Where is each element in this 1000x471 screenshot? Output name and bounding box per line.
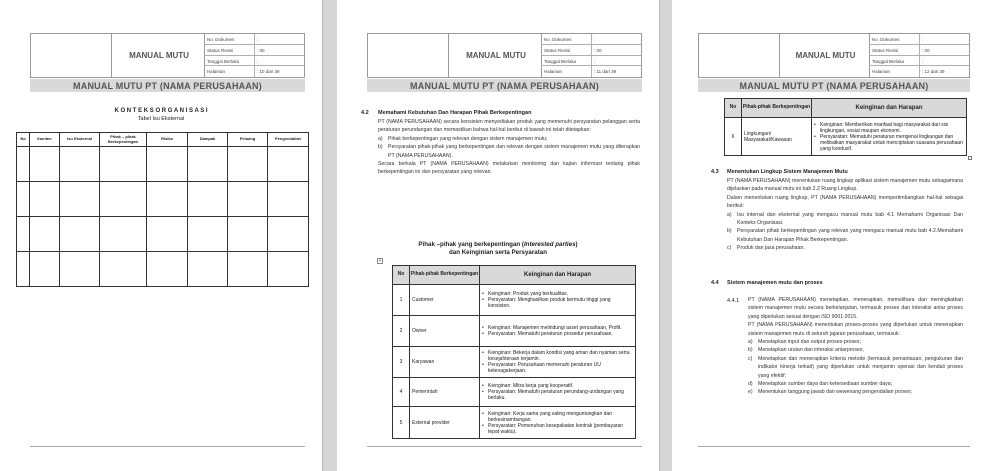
meta-value: : — [594, 58, 596, 64]
meta-label: Tanggal Berlaku — [205, 56, 255, 66]
paragraph: Dalam menentukan ruang lingkup, PT (NAMA PERUSAHAAN) mempertimbangkan hal-hal sebagai berikut: — [727, 194, 963, 210]
list-item: a) Menetapkan input dan output proses-proses; — [748, 339, 861, 346]
table-caption: Tabel Isu Eksternal — [137, 116, 185, 122]
meta-label: Halaman — [205, 66, 255, 77]
meta-value: : — [257, 37, 259, 42]
page-edge — [659, 0, 660, 471]
meta-value: : 00 — [594, 47, 602, 53]
stakeholder-table-continued — [724, 98, 967, 156]
document-header — [30, 33, 305, 78]
list-item: a) Pihak berkepentingan yang relevan dengan sistem manajemen mutu; — [378, 135, 548, 142]
list-item: b) Menetapkan urutan dan interaksi antarproses; — [748, 347, 864, 354]
document-band-title: MANUAL MUTU PT (NAMA PERUSAHAAN) — [30, 79, 305, 92]
page-edge — [322, 0, 323, 471]
column-header: Dampak — [188, 133, 228, 147]
header-meta — [204, 34, 304, 77]
section-heading: K O N T E K S O R G A N I S A S I — [114, 108, 208, 114]
table-move-handle-icon[interactable]: + — [378, 258, 382, 264]
meta-label: Tanggal Berlaku — [870, 56, 920, 66]
meta-value: : 00 — [922, 47, 930, 53]
table-resize-handle[interactable] — [968, 156, 972, 160]
section-body — [727, 177, 963, 253]
table-row: 5 External provider • Keinginan: Kerja sama yang saling menguntungkan dan berkesinambungan. • Persyaratan: Pemenuhan kesepakatan kontrak (pembayaran tepat waktu). — [393, 407, 636, 439]
list-item: e) Menentukan tanggung jawab dan wewenang pengendalian proses; — [748, 389, 913, 396]
column-header: Pengendalian — [268, 133, 309, 147]
footer-rule — [367, 446, 642, 447]
document-band-title: MANUAL MUTU PT (NAMA PERUSAHAAN) — [367, 79, 642, 92]
list-item: b) Persyaratan pihak berkepentingan yang relevan yang mengacu manual mutu bab 4.2.Memahami Kebutuhan Dan Harapan Pihak Berkepentingan. — [727, 228, 963, 243]
column-header: Pihak-pihak Berkepentingan — [742, 99, 812, 118]
column-header: Pihak-pihak Berkepentingan — [410, 266, 480, 285]
list-item: c) Produk dan jasa perusahaan. — [727, 245, 805, 252]
column-header: Peluang — [228, 133, 268, 147]
subsection-body — [748, 296, 963, 397]
meta-label: No. Dokumen — [542, 34, 592, 44]
section-body — [378, 118, 640, 177]
column-header: No — [725, 99, 742, 118]
table-row — [17, 147, 309, 182]
meta-label: Tanggal Berlaku — [542, 56, 592, 66]
table-row: 3 Karyawan • Keinginan: Bekerja dalam kondisi yang aman dan nyaman serta kesejahteraan terjamin. • Persyaratan: Perusahaan memenuhi peraturan UU ketenagakerjaan. — [393, 347, 636, 378]
subsection-number: 4.4.1 — [727, 298, 740, 304]
table-row — [17, 252, 309, 287]
section-number: 4.4 — [711, 280, 719, 286]
header-title: MANUAL MUTU — [779, 34, 871, 77]
meta-label: Halaman — [870, 66, 920, 77]
footer-rule — [698, 446, 970, 447]
meta-label: Halaman — [542, 66, 592, 77]
meta-value: : — [257, 58, 259, 64]
section-number: 4.2 — [361, 110, 369, 116]
paragraph: PT (NAMA PERUSAHAAN) menentukan ruang lingkup aplikasi sistem manajemen mutu sebagaimana dijelaskan pada manual mutu ini bab 2.2 Ruang Lingkup. — [727, 178, 963, 193]
document-page-1 — [0, 0, 322, 471]
external-issues-table — [16, 132, 309, 287]
table-title: Pihak –pihak yang berkepentingan (Interested parties) dan Keinginian serta Persyaratan — [418, 241, 578, 256]
column-header: No — [17, 133, 30, 147]
column-header: Sumber — [30, 133, 60, 147]
document-page-3 — [672, 0, 1000, 471]
page-number: : 11 dari 39 — [594, 69, 617, 75]
column-header: Risiko — [147, 133, 188, 147]
meta-value: : — [594, 37, 596, 42]
meta-label: Status Revisi — [870, 45, 920, 55]
page-number: : 10 dari 39 — [257, 69, 280, 75]
table-row — [17, 217, 309, 252]
table-row: 1 Customer • Keinginan: Produk yang berkualitas. • Persyaratan: Menghasilkan produk bermutu tinggi yang konsisten. — [393, 285, 636, 316]
document-header — [698, 33, 970, 78]
column-header: No — [393, 266, 410, 285]
meta-label: Status Revisi — [542, 45, 592, 55]
meta-value: : — [922, 37, 924, 42]
section-title: Memahami Kebutuhan Dan Harapan Pihak Berkepentingan — [378, 110, 532, 116]
section-title: Sistem manajemen mutu dan proses — [727, 280, 823, 286]
document-header — [367, 33, 642, 78]
header-title: MANUAL MUTU — [111, 34, 206, 77]
header-title: MANUAL MUTU — [448, 34, 543, 77]
header-meta — [541, 34, 641, 77]
column-header: Pihak – pihak Berkepentingan — [100, 133, 147, 147]
paragraph: PT (NAMA PERUSAHAAN) secara konsisten menyediakan produk yang memenuhi persyaratan pelanggan serta peraturan perundangan dan memastikan bahwa hal-hal berikut di bawah ini telah ditetapkan: — [378, 119, 640, 134]
list-item: a) Isu internal dan eksternal yang mengacu manual mutu bab 4.1 Memahami Organisasi Dan Konteks Organisasi. — [727, 211, 963, 227]
meta-label: Status Revisi — [205, 45, 255, 55]
column-header: Keinginan dan Harapan — [812, 99, 967, 118]
column-header: Isu Eksternal — [60, 133, 100, 147]
meta-value: : — [922, 58, 924, 64]
section-title: Menentukan Lingkup Sistem Manajemen Mutu — [727, 169, 848, 175]
document-page-2 — [337, 0, 659, 471]
list-item: c) Menetapkan dan menerapkan kriteria metode (termasuk pemantauan, pengukuran dan indikator kinerja terkait) yang diperlukan untuk menjamin operasi dan kendali proses yang efektif; — [748, 355, 963, 379]
meta-label: No. Dokumen — [205, 34, 255, 44]
meta-value: : 00 — [257, 47, 265, 53]
list-item: b) Persyaratan pihak-pihak yang berkepentingan dan relevan dengan sistem manajemen mutu yang diterapkan PT (NAMA PERUSAHAAN). — [378, 144, 640, 159]
paragraph: PT (NAMA PERUSAHAAN) menentukan proses-proses yang diperlukan untuk menerapkan sistem manajemen mutu di seluruh jajaran perusahaan, termasuk: — [748, 322, 963, 337]
stakeholder-table — [392, 265, 636, 439]
table-row: 6 Lingkungan/ Masyarakat/Kawasan • Keinginan: Memberikan manfaat bagi masyarakat dari sisi lingkungan, sosial maupun ekonomi. • Persyaratan: Mematuhi peraturan mengenai lingkungan dan melibatkan masyarakat untuk menciptakan suasana perusahaan yang kondusif. — [725, 118, 967, 156]
list-item: d) Menetapkan sumber daya dan ketersediaan sumber daya; — [748, 381, 893, 388]
paragraph: Secara berkala PT (NAMA PERUSAHAAN) melakukan monitoring dan kajian informasi tentang pihak berkepentingan ini dan persyaratan yang relevan. — [378, 161, 640, 176]
table-row: 2 Owner • Keinginan: Manajemen melindungi asset perusahaan, Profit. • Persyaratan: Mematuhi peraturan prosedur perusahaan. — [393, 316, 636, 347]
page-number: : 12 dari 39 — [922, 69, 945, 75]
column-header: Keinginan dan Harapan — [480, 266, 636, 285]
document-band-title: MANUAL MUTU PT (NAMA PERUSAHAAN) — [698, 79, 970, 92]
section-number: 4.3 — [711, 169, 719, 175]
table-row: 4 Pemerintah • Keinginan: Mitra kerja yang kooperatif. • Persyaratan: Mematuhi peraturan perundang-undangan yang berlaku. — [393, 378, 636, 407]
footer-rule — [30, 446, 305, 447]
table-row — [17, 182, 309, 217]
meta-label: No. Dokumen — [870, 34, 920, 44]
paragraph: PT (NAMA PERUSAHAAN) menetapkan, menerapkan, memelihara dan meningkatkan sistem manajemen mutu secara berkelanjutan, termasuk proses dan interaksi antar proses yang diperlukan sesuai dengan ISO 9001:2015. — [748, 297, 963, 320]
header-meta — [869, 34, 969, 77]
